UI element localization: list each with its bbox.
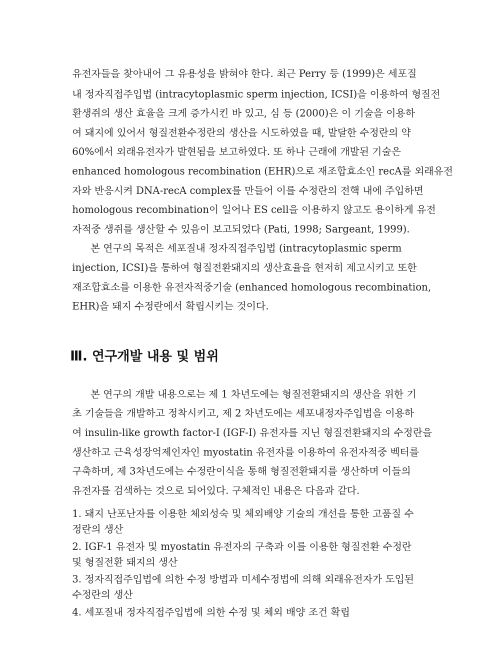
text-line: 여 insulin-like growth factor-I (IGF-I) 유전자를 지닌 형질전환돼지의 수정란을 [72,427,433,439]
section-heading: Ⅲ. 연구개발 내용 및 범위 [70,349,219,365]
text-line: EHR)을 돼지 수정란에서 확립시키는 것이다. [72,300,269,313]
list-item: 3. 정자직접주입법에 의한 수정 방법과 미세수정법에 의해 외래유전자가 도입된 [72,573,415,586]
text-line: 생산하고 근육성장억제인자인 myostatin 유전자를 이용하여 유전자적중 벡터를 [72,446,420,459]
text-line: 자와 반응시켜 DNA-recA complex를 만들어 이를 수정란의 전핵 내에 주입하면 [72,185,424,197]
text-line: injection, ICSI)을 통하여 형질전환돼지의 생산효율을 현저히 제고시키고 또한 [72,262,417,274]
text-line: 내 정자직접주입법 (intracytoplasmic sperm injection, ICSI)을 이용하여 형질전 [72,88,441,101]
list-item: 2. IGF-1 유전자 및 myostatin 유전자의 구축과 이를 이용한 형질전환 수정란 [72,541,412,553]
text-line: 본 연구의 개발 내용으로는 제 1 차년도에는 형질전환돼지의 생산을 위한 기 [90,388,417,401]
list-item: 4. 세포질내 정자직접주입법에 의한 수정 및 체외 배양 조건 확립 [72,606,350,619]
text-line: 유전자를 검색하는 것으로 되어있다. 구체적인 내용은 다음과 같다. [72,485,360,497]
text-line: 초 기술들을 개발하고 정착시키고, 제 2 차년도에는 세포내정자주입법을 이용하 [72,407,415,420]
text-line: 구축하며, 제 3차년도에는 수정란이식을 통해 형질전환돼지를 생산하며 이들의 [72,465,411,478]
document-page [8,0,471,628]
list-item-continuation: 정란의 생산 [72,523,124,536]
text-line: 본 연구의 목적은 세포질내 정자직접주입법 (intracytoplasmic sperm [90,242,402,255]
list-item-continuation: 및 형질전환 돼지의 생산 [72,556,178,569]
text-line: 유전자들을 찾아내어 그 유용성을 밝혀야 한다. 최근 Perry 등 (1999)은 세포질 [72,68,417,80]
text-line: 환생쥐의 생산 효율을 크게 증가시킨 바 있고, 심 등 (2000)은 이 기술을 이용하 [72,107,415,120]
list-item-continuation: 수정란의 생산 [72,589,133,601]
text-line: 자적중 생쥐를 생산할 수 있음이 보고되었다 (Pati, 1998; Sargeant, 1999). [72,223,410,236]
text-line: enhanced homologous recombination (EHR)으로 재조합효소인 recA를 외래유전 [72,165,453,178]
text-line: 재조합효소를 이용한 유전자적중기술 (enhanced homologous recombination, [72,281,432,294]
text-line: 60%에서 외래유전자가 발현됨을 보고하였다. 또 하나 근래에 개발된 기술은 [72,146,401,159]
text-line: homologous recombination이 일어나 ES cell을 이용하지 않고도 용이하게 유전 [72,204,436,216]
list-item: 1. 돼지 난포난자를 이용한 체외성숙 및 체외배양 기술의 개선을 통한 고품질 수 [72,508,414,520]
text-line: 여 돼지에 있어서 형질전환수정란의 생산을 시도하였을 때, 발달한 수정란의 약 [72,127,411,139]
